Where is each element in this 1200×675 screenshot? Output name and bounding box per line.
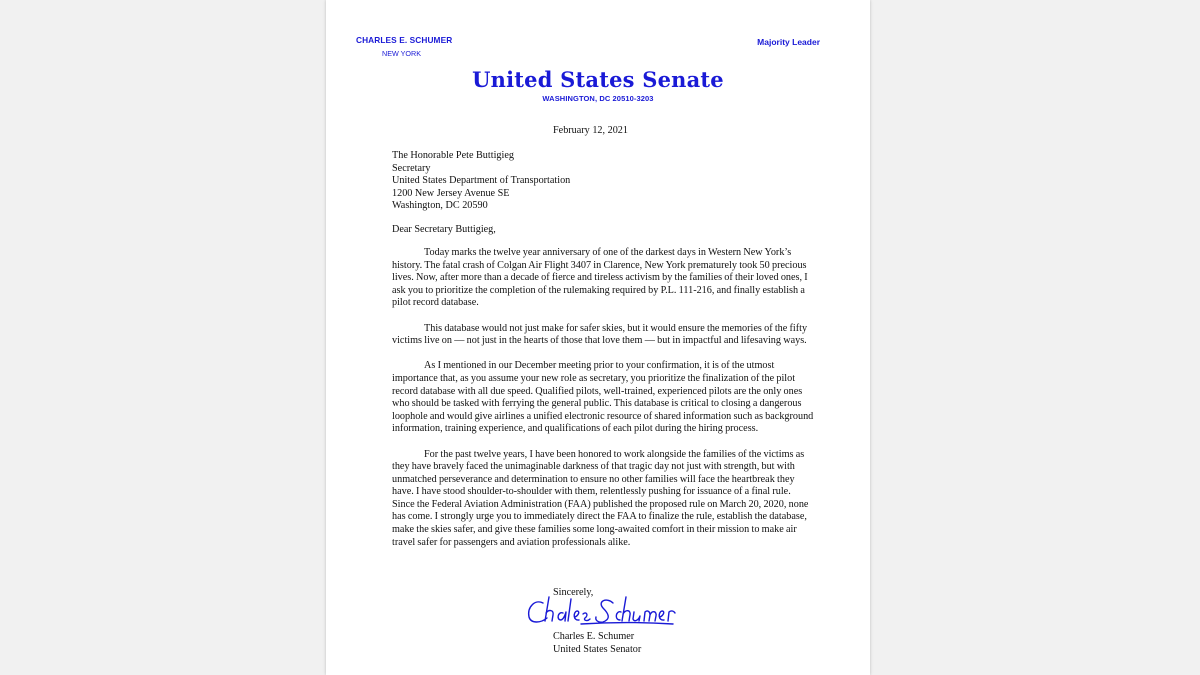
recipient-address bbox=[392, 150, 812, 213]
recipient-line: 1200 New Jersey Avenue SE bbox=[392, 187, 510, 199]
handwritten-signature bbox=[521, 591, 681, 631]
senate-letterhead-title: United States Senate bbox=[472, 67, 724, 92]
signer-title: United States Senator bbox=[553, 643, 642, 655]
recipient-line: Washington, DC 20590 bbox=[392, 200, 488, 212]
sender-title: Majority Leader bbox=[757, 37, 820, 47]
recipient-line: United States Department of Transportation bbox=[392, 175, 571, 187]
salutation: Dear Secretary Buttigieg, bbox=[392, 224, 496, 235]
signer-name: Charles E. Schumer bbox=[553, 631, 635, 642]
body-paragraph: Today marks the twelve year anniversary of one of the darkest days in Western New York’s history. The fatal crash of Colgan Air Flight 3407 in Clarence, New York prematurely took 50 precious lives. Now, after more than a decade of fierce and tireless activism by the families of their loved ones, I ask you to prioritize the completion of the rulemaking required by P.L. 111-216, and finally establish a pilot record database. bbox=[392, 247, 808, 309]
sender-state: NEW YORK bbox=[382, 49, 422, 58]
sender-block bbox=[356, 35, 452, 58]
body-paragraph: For the past twelve years, I have been honored to work alongside the families of the victims as they have bravely faced the unimaginable darkness of that tragic day not just with strength, but with unmatched perseverance and determination to ensure no other families will face the heartbreak they have. I have stood shoulder-to-shoulder with them, relentlessly pushing for issuance of a final rule. Since the Federal Aviation Administration (FAA) published the proposed rule on March 20, 2020, none has come. I strongly urge you to immediately direct the FAA to finalize the rule, establish the database, make the skies safer, and give these families some long-awaited comfort in their mission to make air travel safer for passengers and aviation professionals alike. bbox=[392, 448, 809, 548]
closing: Sincerely, bbox=[553, 587, 594, 598]
letter-body bbox=[392, 247, 814, 562]
letter-date: February 12, 2021 bbox=[553, 125, 628, 136]
recipient-line: Secretary bbox=[392, 162, 431, 174]
signer-block bbox=[553, 631, 641, 656]
sender-name: CHARLES E. SCHUMER bbox=[356, 35, 453, 45]
letter-page bbox=[326, 0, 870, 675]
body-paragraph: As I mentioned in our December meeting prior to your confirmation, it is of the utmost importance that, as you assume your new role as secretary, you prioritize the finalization of the pilot record database with all due speed. Qualified pilots, well-trained, experienced pilots are the only ones who should be tasked with ferrying the general public. This database is critical to closing a dangerous loophole and would give airlines a unified electronic resource of shared information such as background information, training experience, and qualifications of each pilot during the hiring process. bbox=[392, 360, 814, 435]
recipient-line: The Honorable Pete Buttigieg bbox=[392, 150, 514, 161]
senate-address: WASHINGTON, DC 20510-3203 bbox=[542, 94, 654, 103]
body-paragraph: This database would not just make for safer skies, but it would ensure the memories of the fifty victims live on — not just in the hearts of those that love them — but in impactful and lifesaving ways. bbox=[392, 322, 808, 347]
